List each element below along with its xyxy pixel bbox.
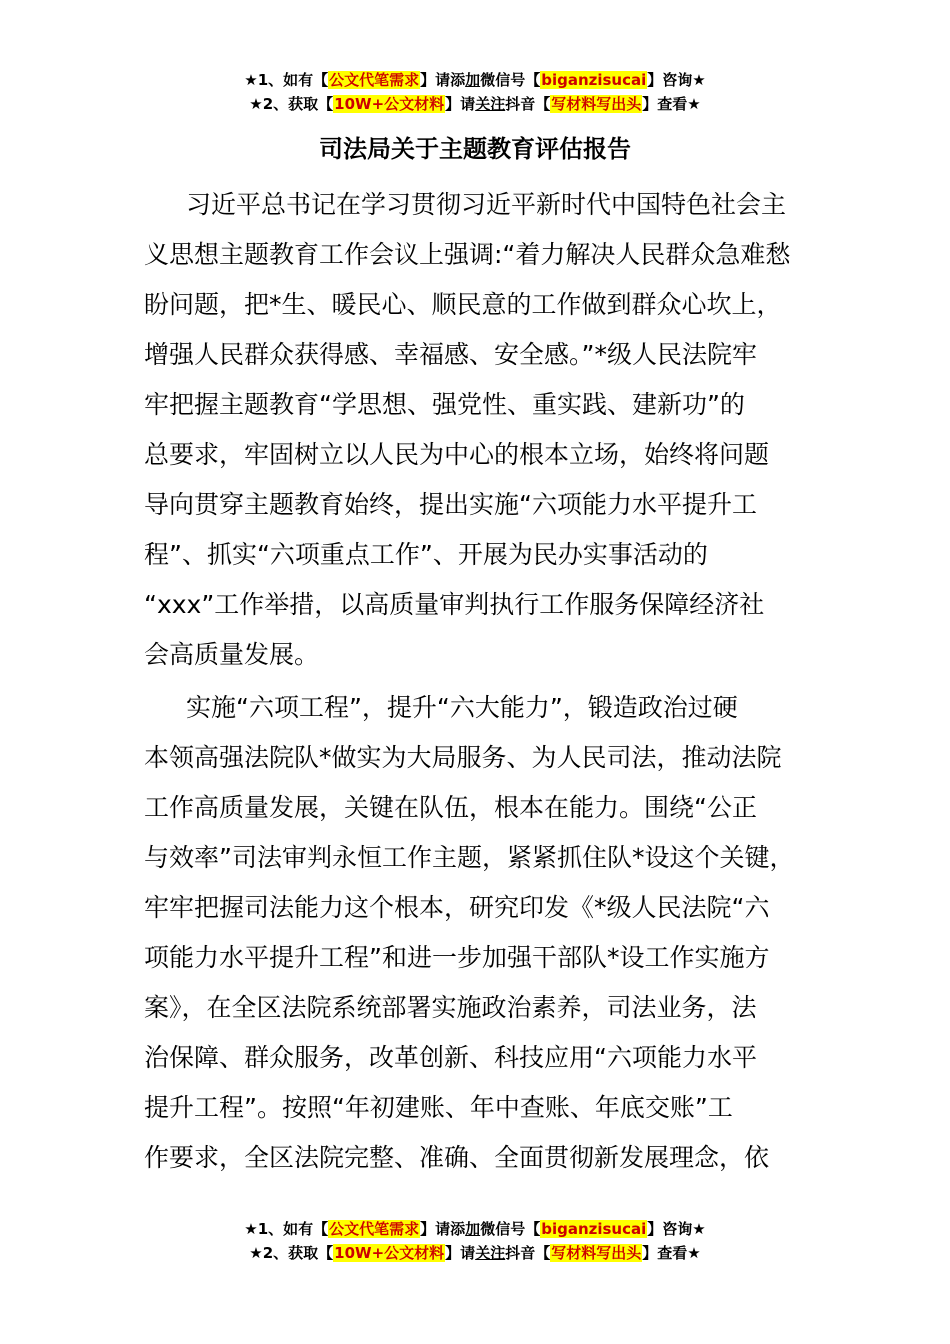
text-line: 牢把握主题教育“学思想、强党性、重实践、建新功”的 — [144, 390, 745, 419]
text-line: 实施“六项工程”，提升“六大能力”，锻造政治过硬 — [186, 693, 738, 722]
highlight-service: 公文代笔需求 — [329, 1220, 420, 1238]
banner-line-1: ★1、如有【公文代笔需求】请添加微信号【biganzisucai】咨询★ — [244, 71, 706, 89]
text-line: 项能力水平提升工程”和进一步加强干部队*设工作实施方 — [144, 943, 770, 972]
highlight-materials: 10W+公文材料 — [334, 1244, 445, 1262]
highlight-douyin: 写材料写出头 — [551, 95, 642, 113]
star-icon: ★ — [244, 71, 258, 89]
paragraph-2 — [144, 683, 819, 1183]
text-line: 会高质量发展。 — [144, 640, 320, 669]
text-line: 提升工程”。按照“年初建账、年中查账、年底交账”工 — [144, 1093, 733, 1122]
highlight-wechat-id: biganzisucai — [541, 71, 647, 89]
text-line: 治保障、群众服务，改革创新、科技应用“六项能力水平 — [144, 1043, 757, 1072]
highlight-wechat-id: biganzisucai — [541, 1220, 647, 1238]
highlight-materials: 10W+公文材料 — [334, 95, 445, 113]
highlight-douyin: 写材料写出头 — [551, 1244, 642, 1262]
text-line: 工作高质量发展，关键在队伍，根本在能力。围绕“公正 — [144, 793, 757, 822]
text-line: “xxx”工作举措，以高质量审判执行工作服务保障经济社 — [144, 590, 765, 619]
text-line: 盼问题，把*生、暖民心、顺民意的工作做到群众心坎上， — [144, 290, 782, 319]
paragraph-1 — [144, 180, 819, 680]
banner-line-1: ★1、如有【公文代笔需求】请添加微信号【biganzisucai】咨询★ — [244, 1220, 706, 1238]
star-icon: ★ — [244, 1220, 258, 1238]
text-line: 本领高强法院队*做实为大局服务、为人民司法，推动法院 — [144, 743, 782, 772]
star-icon: ★ — [692, 71, 706, 89]
banner-line-2: ★2、获取【10W+公文材料】请关注抖音【写材料写出头】查看★ — [249, 1244, 701, 1262]
star-icon: ★ — [687, 1244, 701, 1262]
text-line: 牢牢把握司法能力这个根本，研究印发《*级人民法院“六 — [144, 893, 770, 922]
document-title: 司法局关于主题教育评估报告 — [319, 135, 631, 163]
text-line: 总要求，牢固树立以人民为中心的根本立场，始终将问题 — [144, 440, 770, 469]
text-line: 作要求，全区法院完整、准确、全面贯彻新发展理念，依 — [144, 1143, 770, 1172]
star-icon: ★ — [249, 1244, 263, 1262]
document-body — [144, 180, 819, 1183]
text-line: 案》，在全区法院系统部署实施政治素养，司法业务，法 — [144, 993, 757, 1022]
star-icon: ★ — [692, 1220, 706, 1238]
text-line: 与效率”司法审判永恒工作主题，紧紧抓住队*设这个关键， — [144, 843, 795, 872]
text-line: 导向贯穿主题教育始终，提出实施“六项能力水平提升工 — [144, 490, 757, 519]
text-line: 习近平总书记在学习贯彻习近平新时代中国特色社会主 — [186, 190, 787, 219]
text-line: 程”、抓实“六项重点工作”、开展为民办实事活动的 — [144, 540, 708, 569]
highlight-service: 公文代笔需求 — [329, 71, 420, 89]
header-banner — [0, 68, 950, 116]
banner-line-2: ★2、获取【10W+公文材料】请关注抖音【写材料写出头】查看★ — [249, 95, 701, 113]
footer-banner — [0, 1217, 950, 1265]
text-line: 增强人民群众获得感、幸福感、安全感。”*级人民法院牢 — [144, 340, 757, 369]
star-icon: ★ — [687, 95, 701, 113]
text-line: 义思想主题教育工作会议上强调:“着力解决人民群众急难愁 — [144, 240, 791, 269]
star-icon: ★ — [249, 95, 263, 113]
